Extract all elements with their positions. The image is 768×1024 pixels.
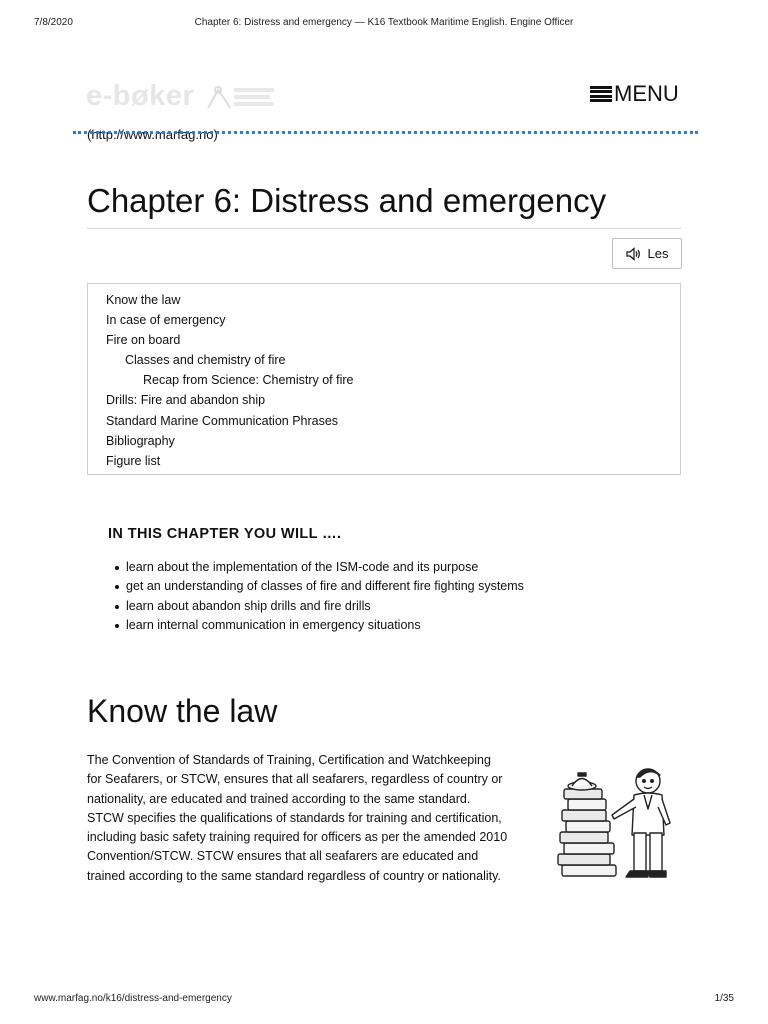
print-header xyxy=(34,17,734,31)
body-line: including basic safety training required for officers as per the amended 2010 xyxy=(87,830,508,845)
site-home-link[interactable]: (http://www.marfag.no) xyxy=(87,127,218,142)
list-item: learn about the implementation of the ISM-code and its purpose xyxy=(126,558,524,577)
toc-link[interactable]: Figure list xyxy=(106,453,161,468)
read-aloud-label: Les xyxy=(647,246,669,261)
list-item: learn internal communication in emergency situations xyxy=(126,616,524,635)
header-divider xyxy=(73,131,698,134)
toc-link[interactable]: Recap from Science: Chemistry of fire xyxy=(143,373,354,388)
hamburger-icon xyxy=(590,86,612,103)
menu-button[interactable] xyxy=(590,82,679,106)
read-aloud-button[interactable] xyxy=(612,238,682,269)
body-line: nationality, are educated and trained according to the same standard. xyxy=(87,791,471,806)
toc-link[interactable]: Bibliography xyxy=(106,433,175,448)
print-url: www.marfag.no/k16/distress-and-emergency xyxy=(34,993,232,1004)
speaker-icon xyxy=(626,247,642,261)
print-document-title: Chapter 6: Distress and emergency — K16 Textbook Maritime English. Engine Officer xyxy=(194,17,574,28)
toc-link[interactable]: Fire on board xyxy=(106,333,181,348)
body-line: for Seafarers, or STCW, ensures that all seafarers, regardless of country or xyxy=(87,772,503,787)
print-date: 7/8/2020 xyxy=(34,17,73,28)
body-line: STCW specifies the qualifications of standards for training and certification, xyxy=(87,810,502,825)
toc-link[interactable]: Classes and chemistry of fire xyxy=(125,353,286,368)
body-line: Convention/STCW. STCW ensures that all seafarers are educated and xyxy=(87,849,479,864)
sailor-emblem-icon xyxy=(204,84,282,110)
chapter-goals-list xyxy=(126,558,524,635)
menu-label: MENU xyxy=(614,81,679,106)
table-of-contents xyxy=(87,283,681,475)
list-item: learn about abandon ship drills and fire drills xyxy=(126,597,524,616)
section-heading: Know the law xyxy=(87,693,278,729)
body-line: The Convention of Standards of Training, Certification and Watchkeeping xyxy=(87,753,491,767)
sailor-with-books-illustration xyxy=(548,765,678,880)
toc-link[interactable]: Know the law xyxy=(106,293,181,307)
title-divider xyxy=(87,228,681,229)
page-number: 1/35 xyxy=(714,993,734,1004)
toc-link[interactable]: Standard Marine Communication Phrases xyxy=(106,413,339,428)
body-line: trained according to the same standard regardless of country or nationality. xyxy=(87,868,501,883)
site-logo[interactable]: e-bøker xyxy=(86,80,195,112)
toc-link[interactable]: In case of emergency xyxy=(106,313,226,328)
section-body xyxy=(87,751,547,886)
list-item: get an understanding of classes of fire and different fire fighting systems xyxy=(126,577,524,596)
page-title: Chapter 6: Distress and emergency xyxy=(87,182,607,219)
chapter-goals-heading: IN THIS CHAPTER YOU WILL …. xyxy=(108,526,342,542)
toc-link[interactable]: Drills: Fire and abandon ship xyxy=(106,393,266,408)
